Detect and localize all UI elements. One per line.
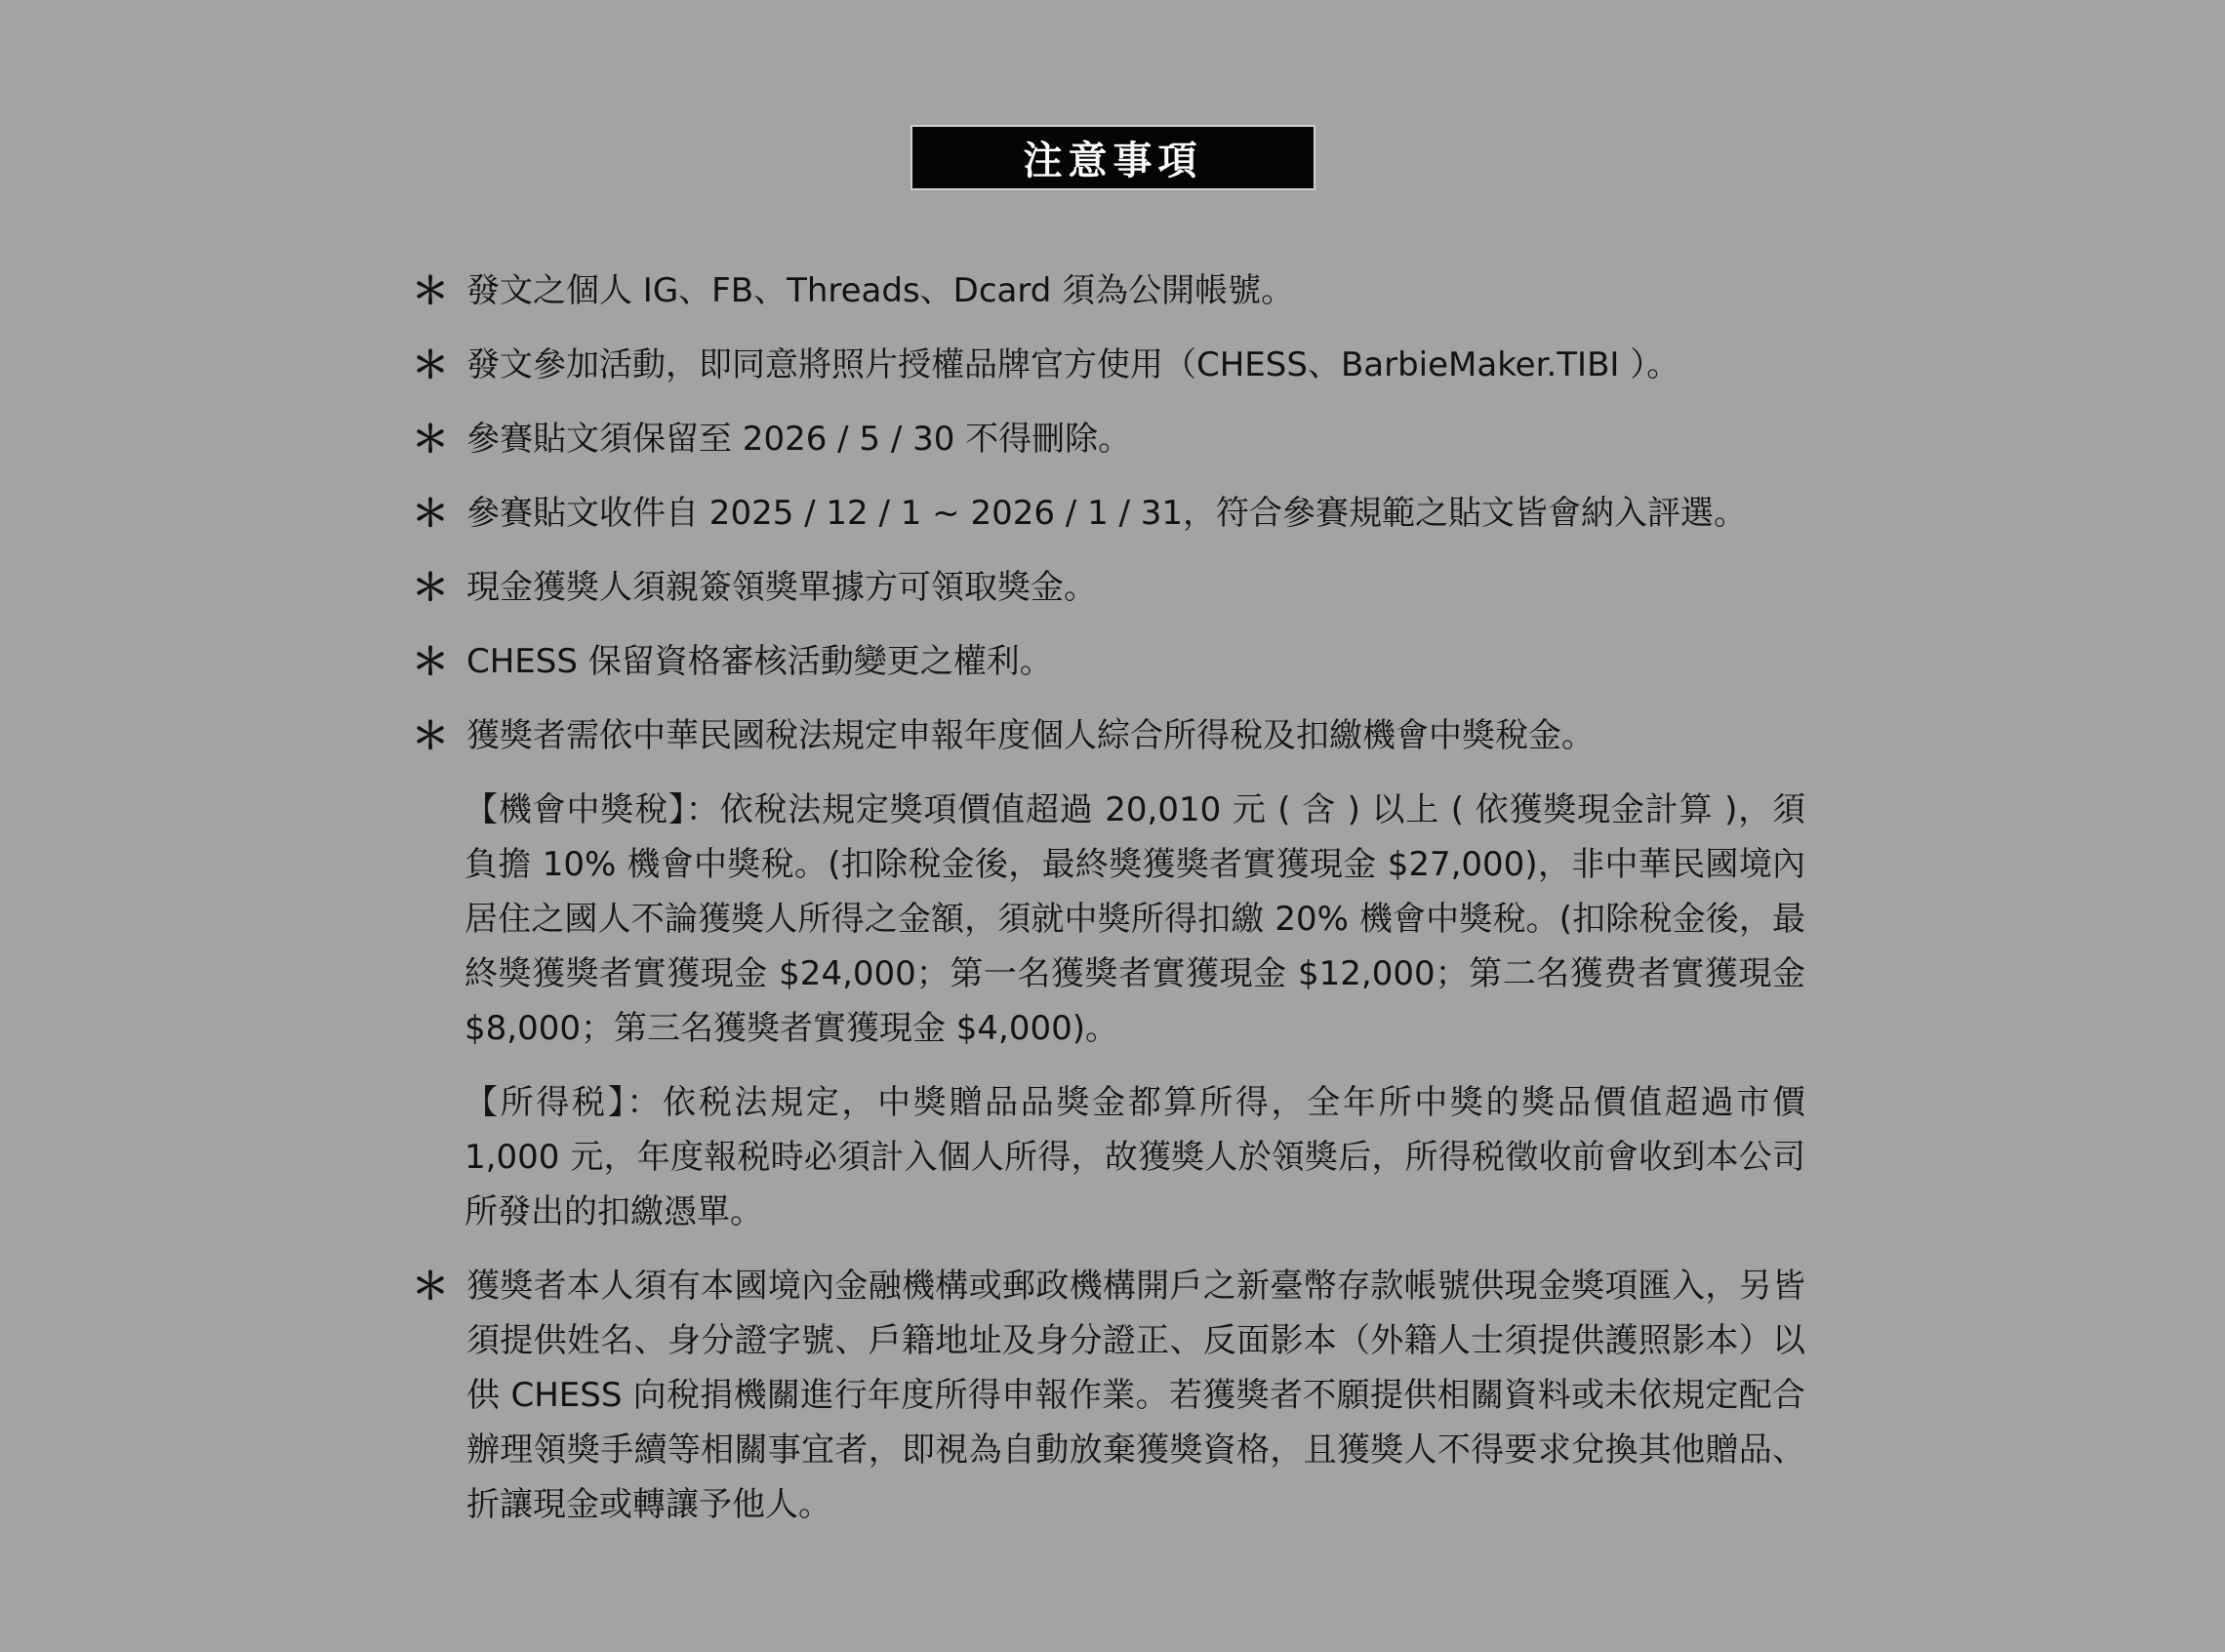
- asterisk-icon: ＊: [412, 714, 450, 757]
- note-item-rights-reserved: [410, 634, 1805, 689]
- income-tax-paragraph: 【所得税】：依税法規定，中獎贈品品獎金都算所得，全年所中獎的獎品價值超過市價 1,000 元，年度報税時必須計入個人所得，故獲獎人於領獎后，所得税徵收前會收到本公司所發出的扣繳憑單。: [465, 1083, 1805, 1231]
- note-item-tax-declaration: [410, 708, 1805, 763]
- note-text: 獲獎者本人須有本國境內金融機構或郵政機構開戶之新臺幣存款帳號供現金獎項匯入，另皆須提供姓名、身分證字號、戶籍地址及身分證正、反面影本（外籍人士須提供護照影本）以供 CHESS 向稅捐機關進行年度所得申報作業。若獲獎者不願提供相關資料或未依規定配合辦理領獎手續等相關事宜者，即視為自動放棄獲獎資格，且獲獎人不得要求兌換其他贈品、折讓現金或轉讓予他人。: [466, 1267, 1805, 1524]
- asterisk-icon: ＊: [412, 343, 450, 386]
- asterisk-icon: ＊: [412, 269, 450, 312]
- asterisk-icon: ＊: [412, 492, 450, 535]
- note-text: 現金獲獎人須親簽領獎單據方可領取獎金。: [466, 568, 1097, 607]
- lottery-tax-paragraph: 【機會中獎稅】：依稅法規定獎項價值超過 20,010 元 ( 含 ) 以上 ( 依獲獎現金計算 )，須負擔 10% 機會中獎稅。(扣除稅金後，最終獎獲獎者實獲現金 $27,000)，非中華民國境內居住之國人不論獲獎人所得之金額，須就中獎所得扣繳 20% 機會中獎稅。(扣除稅金後，最終獎獲獎者實獲現金 $24,000；第一名獲獎者實獲現金 $12,000；第二名獲费者實獲現金 $8,000；第三名獲獎者實獲現金 $4,000)。: [465, 790, 1805, 1048]
- note-text: 獲獎者需依中華民國稅法規定申報年度個人綜合所得稅及扣繳機會中獎稅金。: [466, 716, 1595, 755]
- note-item-public-account: [410, 263, 1805, 318]
- asterisk-icon: ＊: [412, 640, 450, 683]
- note-text: 參賽貼文須保留至 2026 / 5 / 30 不得刪除。: [466, 420, 1132, 459]
- note-item-sign-receipt: [410, 560, 1805, 615]
- notes-list: [410, 263, 1805, 1551]
- note-text: 發文參加活動，即同意將照片授權品牌官方使用（CHESS、BarbieMaker.TIBI ）。: [466, 345, 1680, 384]
- note-item-keep-post: [410, 412, 1805, 466]
- note-item-bank-account: [410, 1259, 1805, 1532]
- title-banner: [910, 125, 1315, 190]
- note-text: 發文之個人 IG、FB、Threads、Dcard 須為公開帳號。: [466, 271, 1295, 310]
- note-text: 參賽貼文收件自 2025 / 12 / 1 ~ 2026 / 1 / 31，符合參賽規範之貼文皆會納入評選。: [466, 494, 1748, 533]
- page-title: 注意事項: [1023, 139, 1203, 183]
- asterisk-icon: ＊: [412, 1265, 450, 1308]
- note-item-submission-period: [410, 486, 1805, 541]
- note-text: CHESS 保留資格審核活動變更之權利。: [466, 642, 1053, 681]
- asterisk-icon: ＊: [412, 566, 450, 609]
- asterisk-icon: ＊: [412, 418, 450, 461]
- note-item-photo-license: [410, 338, 1805, 392]
